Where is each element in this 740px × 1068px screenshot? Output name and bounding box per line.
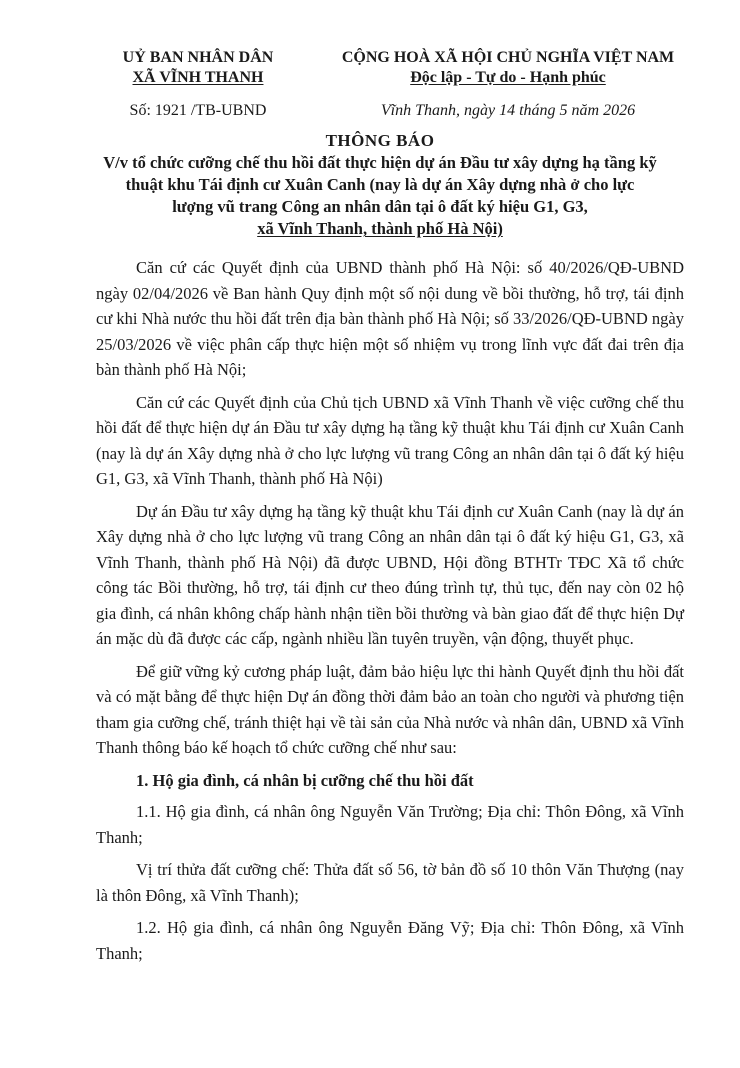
paragraph-plot-location: Vị trí thửa đất cưỡng chế: Thửa đất số 56, tờ bản đồ số 10 thôn Văn Thượng (nay là thôn Đông, xã Vĩnh Thanh);: [96, 860, 684, 905]
paragraph-purpose: Để giữ vững kỷ cương pháp luật, đảm bảo hiệu lực thi hành Quyết định thu hồi đất và có mặt bằng để thực hiện Dự án đồng thời đảm bảo an toàn cho người và phương tiện tham gia cưỡng chế, tránh thiệt hại về tài sản của Nhà nước và nhân dân, UBND xã Vĩnh Thanh thông báo kế hoạch tổ chức cưỡng chế như sau:: [96, 661, 684, 757]
subject-line: lượng vũ trang Công an nhân dân tại ô đất ký hiệu G1, G3,: [172, 197, 588, 216]
nation-line1: CỘNG HOÀ XÃ HỘI CHỦ NGHĨA VIỆT NAM: [341, 49, 675, 66]
nation-motto: Độc lập - Tự do - Hạnh phúc: [410, 69, 606, 86]
subject-line: V/v tổ chức cưỡng chế thu hồi đất thực hiện dự án Đầu tư xây dựng hạ tầng kỹ: [103, 153, 657, 172]
subject-line: thuật khu Tái định cư Xuân Canh (nay là dự án Xây dựng nhà ở cho lực: [125, 175, 635, 194]
document-date: Vĩnh Thanh, ngày 14 tháng 5 năm 2026: [380, 102, 636, 119]
subject-line: xã Vĩnh Thanh, thành phố Hà Nội): [257, 219, 503, 238]
org-line1: UỶ BAN NHÂN DÂN: [122, 49, 274, 66]
paragraph-legal-basis-1: Căn cứ các Quyết định của UBND thành phố Hà Nội: số 40/2026/QĐ-UBND ngày 02/04/2026 về Ban hành Quy định một số nội dung về bồi thường, hỗ trợ, tái định cư khi Nhà nước thu hồi đất trên địa bàn thành phố Hà Nội; số 33/2026/QĐ-UBND ngày 25/03/2026 về việc phân cấp thực hiện một số nhiệm vụ trong lĩnh vực đất đai trên địa bàn thành phố Hà Nội;: [96, 258, 684, 379]
paragraph-project-status: Dự án Đầu tư xây dựng hạ tầng kỹ thuật khu Tái định cư Xuân Canh (nay là dự án Xây dựng nhà ở cho lực lượng vũ trang Công an nhân dân tại ô đất ký hiệu G1, G3, xã Vĩnh Thanh, thành phố Hà Nội) đã được UBND, Hội đồng BTHTr TĐC Xã tổ chức công tác Bồi thường, hỗ trợ, tái định cư theo đúng trình tự, thủ tục, đến nay còn 02 hộ gia đình, cá nhân không chấp hành nhận tiền bồi thường và bàn giao đất để thực hiện Dự án mặc dù đã được các cấp, ngành nhiều lần tuyên truyền, vận động, thuyết phục.: [96, 501, 684, 648]
issuing-authority: [88, 48, 308, 121]
paragraph-household-1: 1.1. Hộ gia đình, cá nhân ông Nguyễn Văn Trường; Địa chỉ: Thôn Đông, xã Vĩnh Thanh;: [96, 802, 684, 847]
document-title: THÔNG BÁO: [325, 131, 435, 150]
document-subject: [80, 152, 680, 240]
paragraph-household-2: 1.2. Hộ gia đình, cá nhân ông Nguyễn Đăng Vỹ; Địa chỉ: Thôn Đông, xã Vĩnh Thanh;: [96, 918, 684, 963]
national-heading: [318, 48, 698, 121]
document-body: [96, 255, 684, 973]
org-line2: XÃ VĨNH THANH: [132, 69, 264, 86]
document-number: Số: 1921 /TB-UBND: [129, 102, 267, 119]
paragraph-legal-basis-2: Căn cứ các Quyết định của Chủ tịch UBND xã Vĩnh Thanh về việc cưỡng chế thu hồi đất để thực hiện dự án Đầu tư xây dựng hạ tầng kỹ thuật khu Tái định cư Xuân Canh (nay là dự án Xây dựng nhà ở cho lực lượng vũ trang Công an nhân dân tại ô đất ký hiệu G1, G3, xã Vĩnh Thanh, thành phố Hà Nội): [96, 392, 684, 488]
section-heading: 1. Hộ gia đình, cá nhân bị cưỡng chế thu hồi đất: [136, 770, 474, 790]
title-block: [80, 131, 680, 240]
